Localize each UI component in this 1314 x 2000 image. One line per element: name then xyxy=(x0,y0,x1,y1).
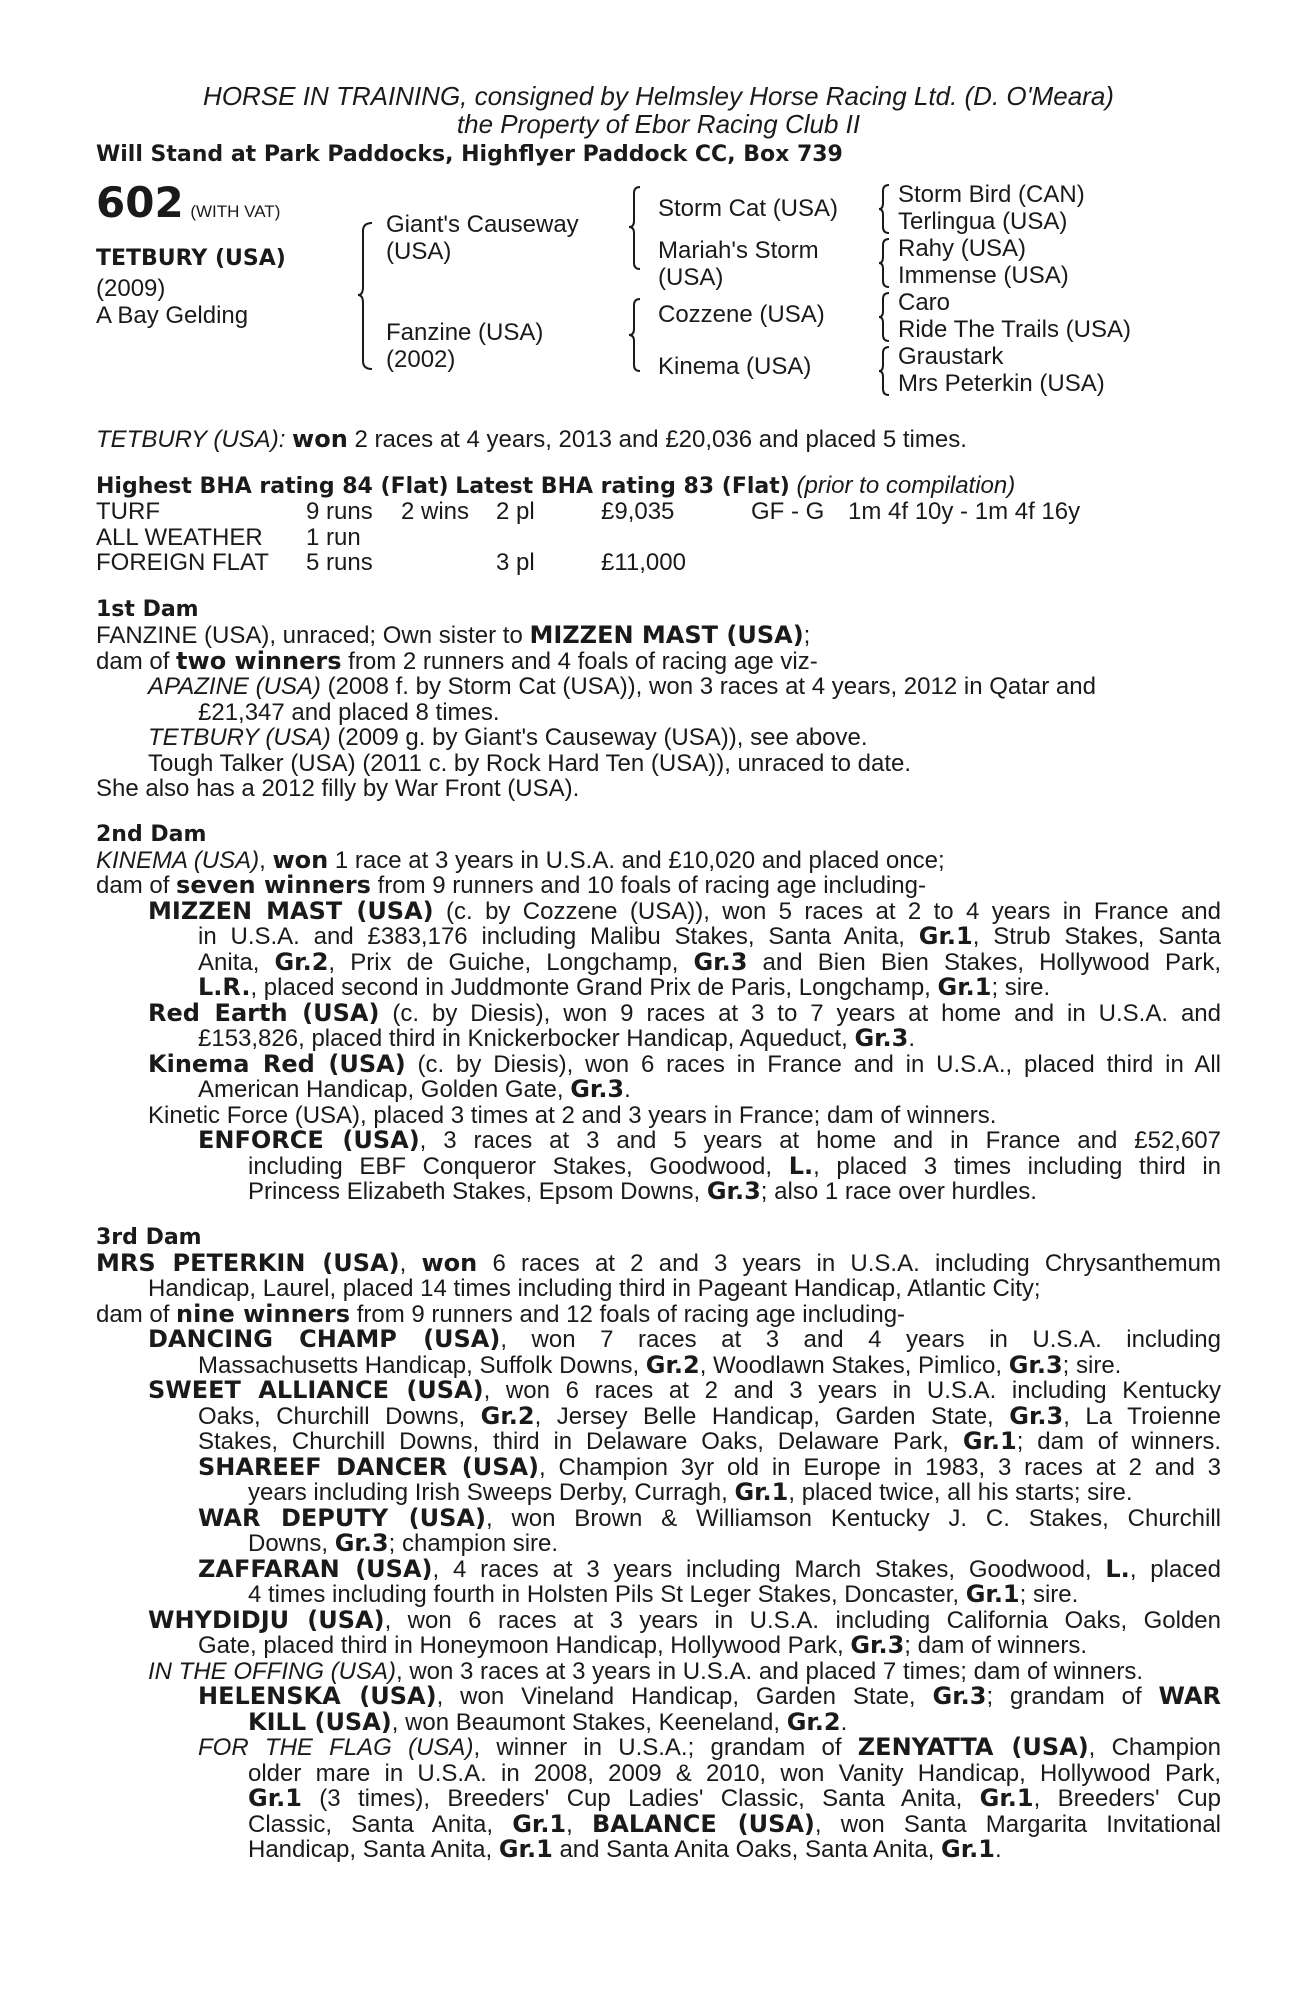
vat-note: (WITH VAT) xyxy=(190,202,281,221)
sire-dam-bracket xyxy=(358,221,378,371)
gg-4: Immense (USA) xyxy=(898,262,1069,289)
dam1-line: Tough Talker (USA) (2011 c. by Rock Hard Ten (USA)), unraced to date. xyxy=(148,749,912,777)
dam3-line: 4 times including fourth in Holsten Pils St Leger Stakes, Doncaster, Gr.1; sire. xyxy=(248,1580,1079,1608)
property-line: the Property of Ebor Racing Club II xyxy=(456,109,861,139)
gg-3: Rahy (USA) xyxy=(898,235,1027,262)
sire-parents-bracket xyxy=(628,185,644,271)
horse-name: TETBURY (USA) xyxy=(96,246,286,271)
record-runs: 9 runs xyxy=(306,498,373,525)
dam3-line: Oaks, Churchill Downs, Gr.2, Jersey Belle Handicap, Garden State, Gr.3, La Troienne xyxy=(198,1401,1222,1430)
dam3-line: Downs, Gr.3; champion sire. xyxy=(248,1529,559,1557)
dam3-line: Massachusetts Handicap, Suffolk Downs, Gr.2, Woodlawn Stakes, Pimlico, Gr.3; sire. xyxy=(198,1350,1122,1379)
dam2-line: including EBF Conqueror Stakes, Goodwood, L., placed 3 times including third in xyxy=(248,1151,1222,1180)
dam3-line: dam of nine winners from 9 runners and 12 foals of racing age including- xyxy=(96,1299,906,1328)
record-runs: 5 runs xyxy=(306,549,373,576)
dam-parents-bracket xyxy=(628,297,644,373)
dam3-line: DANCING CHAMP (USA), won 7 races at 3 and 4 years in U.S.A. including xyxy=(148,1325,1221,1353)
dam1-line: dam of two winners from 2 runners and 4 foals of racing age viz- xyxy=(96,646,818,675)
bha-ratings: Highest BHA rating 84 (Flat) Latest BHA rating 83 (Flat) (prior to compilation) xyxy=(96,471,1016,499)
dam2-line: American Handicap, Golden Gate, Gr.3. xyxy=(198,1075,631,1103)
dam3-line: WHYDIDJU (USA), won 6 races at 3 years in U.S.A. including California Oaks, Golden xyxy=(148,1605,1221,1634)
sire-line2: (USA) xyxy=(386,238,452,265)
lot-number: 602 xyxy=(96,178,184,227)
dam2-line: Kinema Red (USA) (c. by Diesis), won 6 races in France and in U.S.A., placed third in All xyxy=(148,1049,1221,1078)
foaling-year: (2009) xyxy=(96,275,166,302)
dam3-line: Gr.1 (3 times), Breeders' Cup Ladies' Classic, Santa Anita, Gr.1, Breeders' Cup xyxy=(248,1784,1221,1812)
record-surface: FOREIGN FLAT xyxy=(96,549,269,576)
dam3-line: HELENSKA (USA), won Vineland Handicap, Garden State, Gr.3; grandam of WAR xyxy=(198,1682,1221,1710)
dam1-line: TETBURY (USA) (2009 g. by Giant's Causeway (USA)), see above. xyxy=(148,724,868,751)
sire: Giant's Causeway xyxy=(386,211,579,238)
dam3-line: Handicap, Santa Anita, Gr.1 and Santa Anita Oaks, Santa Anita, Gr.1. xyxy=(248,1835,1002,1863)
dam3-line: IN THE OFFING (USA), won 3 races at 3 years in U.S.A. and placed 7 times; dam of winners. xyxy=(148,1657,1144,1685)
dam2-line: ENFORCE (USA), 3 races at 3 and 5 years at home and in France and £52,607 xyxy=(198,1126,1222,1154)
dam3-line: SWEET ALLIANCE (USA), won 6 races at 2 and 3 years in U.S.A. including Kentucky xyxy=(148,1376,1222,1404)
catalogue-page xyxy=(96,82,1221,1863)
record-wins: 2 wins xyxy=(401,498,470,525)
dam2-line: Anita, Gr.2, Prix de Guiche, Longchamp, Gr.3 and Bien Bien Stakes, Hollywood Park, xyxy=(198,947,1221,976)
dam2-line: Princess Elizabeth Stakes, Epsom Downs, Gr.3; also 1 race over hurdles. xyxy=(248,1177,1037,1205)
gg-1: Storm Bird (CAN) xyxy=(898,181,1085,208)
second-dam-heading: 2nd Dam xyxy=(96,821,207,847)
dam-line2: (2002) xyxy=(386,346,456,373)
dam: Fanzine (USA) xyxy=(386,319,544,346)
dam2-line: Kinetic Force (USA), placed 3 times at 2 and 3 years in France; dam of winners. xyxy=(148,1101,997,1129)
dam2-line: KINEMA (USA), won 1 race at 3 years in U.S.A. and £10,020 and placed once; xyxy=(96,845,945,874)
gg-2: Terlingua (USA) xyxy=(898,208,1068,235)
bracket-g1 xyxy=(878,183,892,235)
dam3-line: FOR THE FLAG (USA), winner in U.S.A.; grandam of ZENYATTA (USA), Champion xyxy=(198,1733,1221,1761)
gg-6: Ride The Trails (USA) xyxy=(898,316,1131,343)
dam3-line: WAR DEPUTY (USA), won Brown & Williamson Kentucky J. C. Stakes, Churchill xyxy=(198,1503,1222,1532)
dam2-line: dam of seven winners from 9 runners and 10 foals of racing age including- xyxy=(96,871,926,899)
record-prize: £11,000 xyxy=(601,549,686,576)
dam3-line: ZAFFARAN (USA), 4 races at 3 years including March Stakes, Goodwood, L., placed xyxy=(198,1554,1221,1583)
record-placed: 2 pl xyxy=(496,498,535,525)
record-distance: 1m 4f 10y - 1m 4f 16y xyxy=(848,498,1081,525)
record-runs: 1 run xyxy=(306,523,361,551)
dam1-line: She also has a 2012 filly by War Front (USA). xyxy=(96,775,580,802)
stand-location: Will Stand at Park Paddocks, Highflyer Paddock CC, Box 739 xyxy=(96,142,843,167)
record-placed: 3 pl xyxy=(496,549,535,576)
dam2-line: L.R., placed second in Juddmonte Grand Prix de Paris, Longchamp, Gr.1; sire. xyxy=(198,973,1051,1001)
dam3-line: KILL (USA), won Beaumont Stakes, Keeneland, Gr.2. xyxy=(248,1707,848,1736)
dam3-line: SHAREEF DANCER (USA), Champion 3yr old in Europe in 1983, 3 races at 2 and 3 xyxy=(198,1452,1221,1481)
record-going: GF - G xyxy=(751,498,825,525)
dam3-line: Classic, Santa Anita, Gr.1, BALANCE (USA), won Santa Margarita Invitational xyxy=(248,1809,1221,1838)
sire-dam-line2: (USA) xyxy=(658,264,724,291)
bracket-g4 xyxy=(878,345,892,397)
gg-5: Caro xyxy=(898,289,951,316)
dam-dam: Kinema (USA) xyxy=(658,353,812,380)
dam1-line: FANZINE (USA), unraced; Own sister to MIZZEN MAST (USA); xyxy=(96,621,811,649)
dam3-line: Handicap, Laurel, placed 14 times including third in Pageant Handicap, Atlantic City; xyxy=(148,1275,1041,1302)
sire-sire: Storm Cat (USA) xyxy=(658,195,839,222)
dam3-line: years including Irish Sweeps Derby, Curragh, Gr.1, placed twice, all his starts; sire. xyxy=(248,1478,1133,1506)
dam2-line: Red Earth (USA) (c. by Diesis), won 9 races at 3 to 7 years at home and in U.S.A. and xyxy=(148,998,1221,1027)
dam2-line: MIZZEN MAST (USA) (c. by Cozzene (USA)), won 5 races at 2 to 4 years in France and xyxy=(148,896,1221,925)
record-prize: £9,035 xyxy=(601,498,675,525)
horse-description: A Bay Gelding xyxy=(96,302,249,329)
bracket-g3 xyxy=(878,291,892,343)
record-surface: ALL WEATHER xyxy=(96,523,263,551)
gg-7: Graustark xyxy=(898,343,1004,370)
gg-8: Mrs Peterkin (USA) xyxy=(898,370,1105,397)
record-surface: TURF xyxy=(96,498,160,525)
consignor-line: HORSE IN TRAINING, consigned by Helmsley Horse Racing Ltd. (D. O'Meara) xyxy=(203,81,1114,111)
sire-dam: Mariah's Storm xyxy=(658,237,819,264)
dam1-line: APAZINE (USA) (2008 f. by Storm Cat (USA)), won 3 races at 4 years, 2012 in Qatar and xyxy=(148,673,1096,700)
dam3-line: older mare in U.S.A. in 2008, 2009 & 2010, won Vanity Handicap, Hollywood Park, xyxy=(248,1759,1221,1787)
racing-record-table xyxy=(96,499,1221,577)
dam3-line: Stakes, Churchill Downs, third in Delaware Oaks, Delaware Park, Gr.1; dam of winners. xyxy=(198,1427,1222,1455)
dam2-line: in U.S.A. and £383,176 including Malibu Stakes, Santa Anita, Gr.1, Strub Stakes, Santa xyxy=(198,922,1221,950)
dam3-line: Gate, placed third in Honeymoon Handicap, Hollywood Park, Gr.3; dam of winners. xyxy=(198,1631,1088,1659)
first-dam-heading: 1st Dam xyxy=(96,597,199,622)
race-summary: TETBURY (USA): won 2 races at 4 years, 2013 and £20,036 and placed 5 times. xyxy=(96,425,967,453)
bracket-g2 xyxy=(878,237,892,289)
dam3-line: MRS PETERKIN (USA), won 6 races at 2 and 3 years in U.S.A. including Chrysanthemum xyxy=(96,1248,1221,1277)
dam-sire: Cozzene (USA) xyxy=(658,301,825,328)
third-dam-heading: 3rd Dam xyxy=(96,1224,202,1250)
pedigree-block xyxy=(96,178,1221,421)
dam2-line: £153,826, placed third in Knickerbocker Handicap, Aqueduct, Gr.3. xyxy=(198,1024,916,1052)
dam1-line: £21,347 and placed 8 times. xyxy=(198,698,500,726)
